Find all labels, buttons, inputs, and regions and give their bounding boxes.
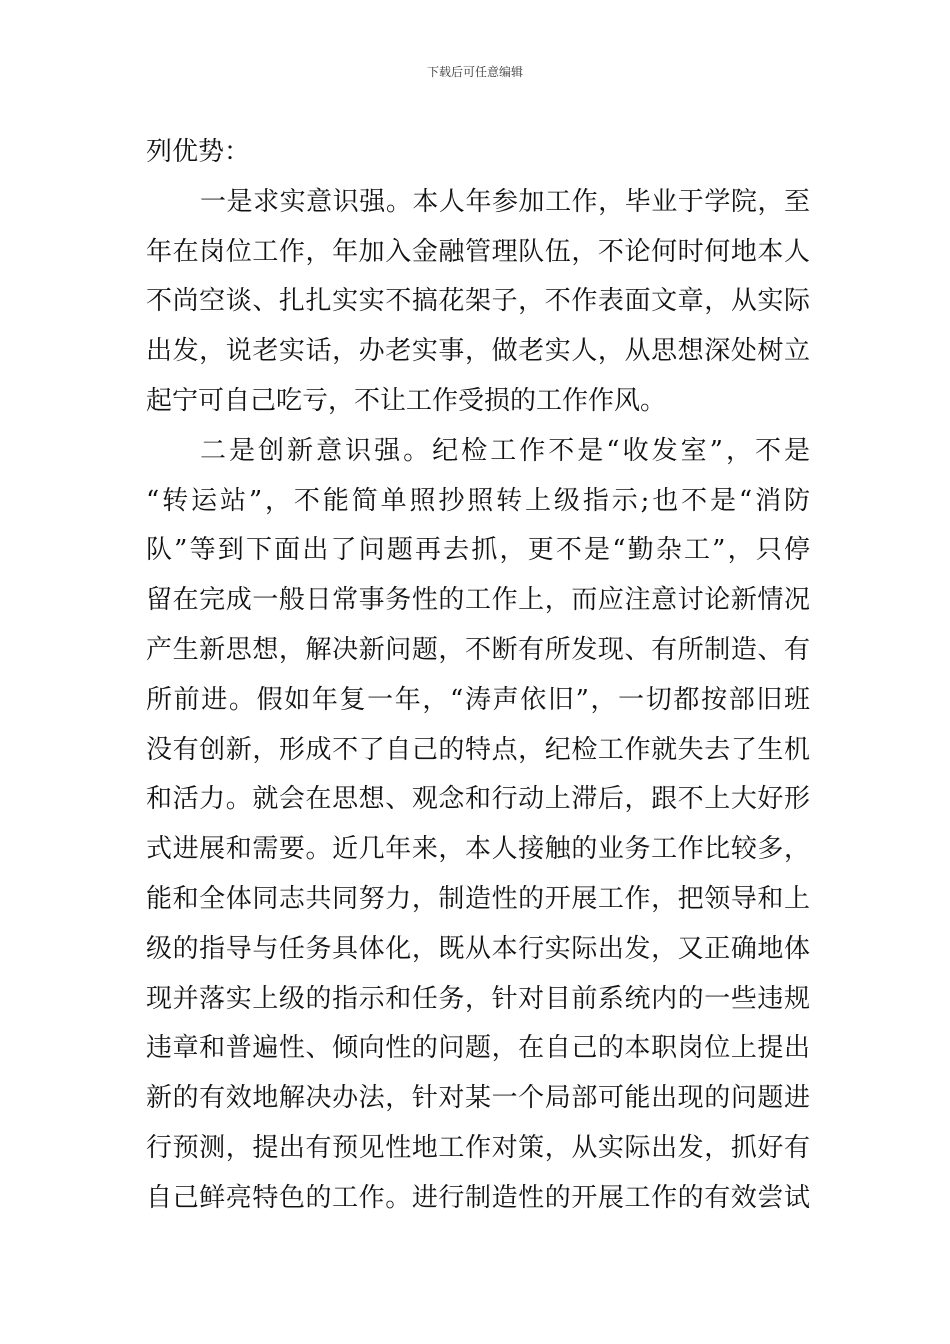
page-header: 下载后可任意编辑 — [426, 65, 523, 79]
text-line: 留在完成一般日常事务性的工作上，而应注意讨论新情况 — [146, 585, 810, 616]
text-line: 和活力。就会在思想、观念和行动上滞后，跟不上大好形 — [146, 784, 810, 815]
text-line: 新的有效地解决办法，针对某一个局部可能出现的问题进 — [146, 1083, 810, 1114]
text-line: 违章和普遍性、倾向性的问题，在自己的本职岗位上提出 — [146, 1033, 810, 1064]
text-line: 式进展和需要。近几年来，本人接触的业务工作比较多， — [146, 834, 810, 865]
document-body — [146, 128, 810, 1224]
text-line: 不尚空谈、扎扎实实不搞花架子，不作表面文章，从实际 — [146, 286, 810, 317]
text-line: 出发，说老实话，办老实事，做老实人，从思想深处树立 — [146, 336, 810, 367]
text-line: 二是创新意识强。纪检工作不是“收发室”，不是 — [200, 435, 810, 466]
text-line: 级的指导与任务具体化，既从本行实际出发，又正确地体 — [146, 933, 810, 964]
text-line: 现并落实上级的指示和任务，针对目前系统内的一些违规 — [146, 983, 810, 1014]
text-line: 起宁可自己吃亏，不让工作受损的工作作风。 — [146, 385, 667, 416]
text-line: “转运站”，不能简单照抄照转上级指示;也不是“消防 — [146, 485, 810, 516]
text-line: 队”等到下面出了问题再去抓，更不是“勤杂工”，只停 — [146, 535, 810, 566]
text-line: 行预测，提出有预见性地工作对策，从实际出发，抓好有 — [146, 1132, 810, 1163]
text-line: 没有创新，形成不了自己的特点，纪检工作就失去了生机 — [146, 734, 810, 765]
text-line: 所前进。假如年复一年，“涛声依旧”，一切都按部旧班 — [146, 684, 810, 715]
text-line: 一是求实意识强。本人年参加工作，毕业于学院，至 — [200, 186, 810, 217]
text-line: 自己鲜亮特色的工作。进行制造性的开展工作的有效尝试 — [146, 1182, 810, 1213]
text-line: 年在岗位工作，年加入金融管理队伍，不论何时何地本人 — [146, 236, 810, 267]
text-line: 能和全体同志共同努力，制造性的开展工作，把领导和上 — [146, 883, 810, 914]
text-line: 列优势： — [146, 137, 251, 167]
text-line: 产生新思想，解决新问题，不断有所发现、有所制造、有 — [146, 634, 810, 665]
